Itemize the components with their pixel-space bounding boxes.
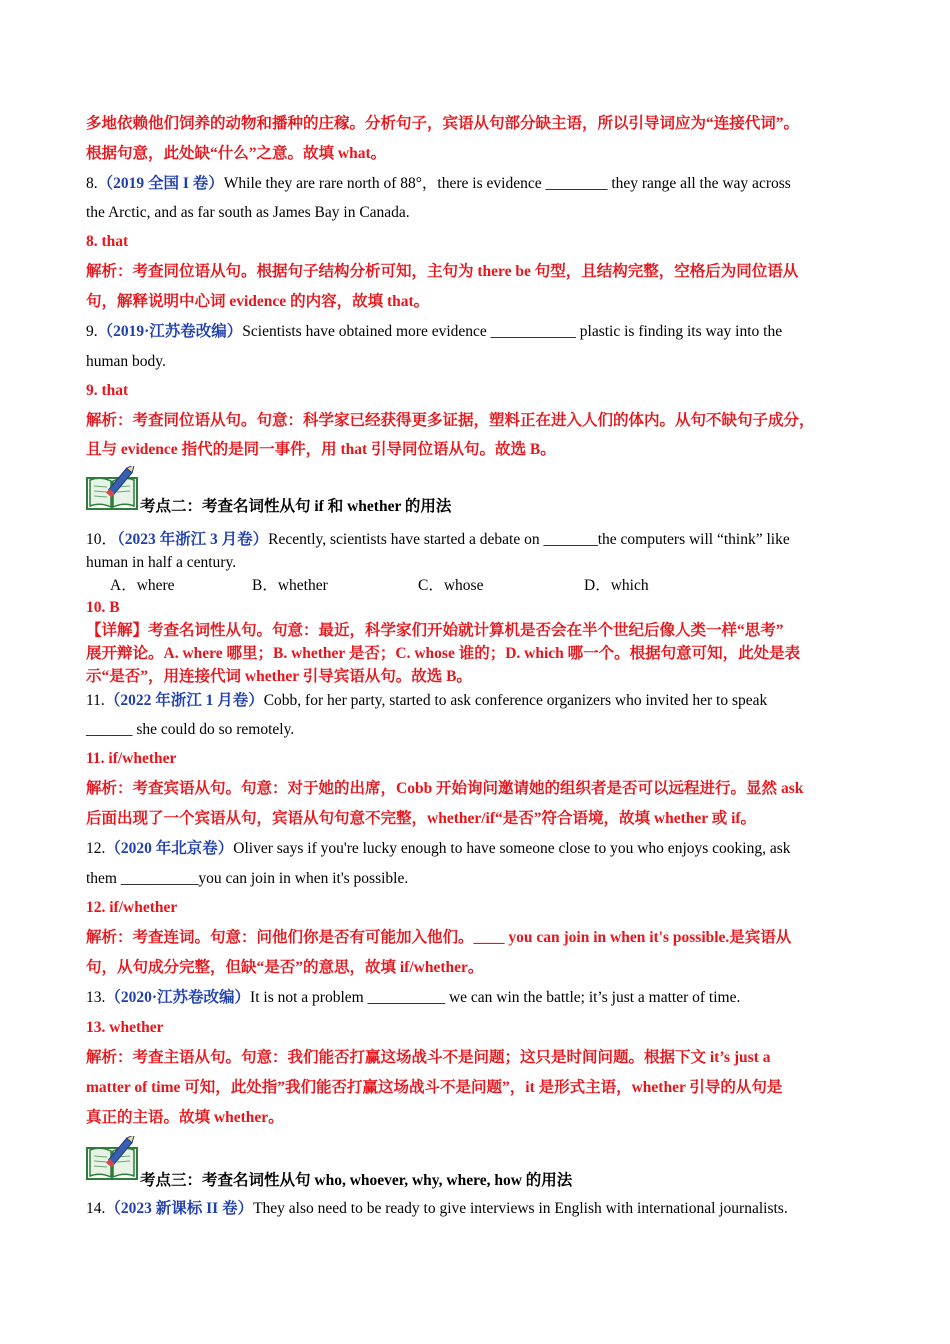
book-pencil-icon — [86, 1136, 138, 1180]
question-text: They also need to be ready to give interviews in English with international journalists. — [253, 1200, 788, 1217]
analysis-line: matter of time 可知，此处指”我们能否打赢这场战斗不是问题”，it 是形式主语，whether 引导的从句是 — [86, 1079, 783, 1096]
question-text: Recently, scientists have started a debate on _______the computers will “think” like — [268, 531, 790, 548]
question-source: （2020 年北京卷） — [105, 840, 234, 857]
analysis-line: 解析：考查同位语从句。句意：科学家已经获得更多证据，塑料正在进入人们的体内。从句不缺句子成分， — [86, 412, 815, 429]
question-source: （2020·江苏卷改编） — [105, 989, 251, 1006]
question-11 — [86, 691, 876, 711]
question-text: While they are rare north of 88°，there is evidence ________ they range all the way across — [223, 175, 791, 192]
question-source: （2023 新课标 II 卷） — [105, 1200, 254, 1217]
analysis-line: 解析：考查主语从句。句意：我们能否打赢这场战斗不是问题；这只是时间问题。根据下文 it’s just a — [86, 1049, 771, 1066]
question-14 — [86, 1199, 876, 1219]
question-number: 10． — [86, 531, 118, 548]
question-text: Cobb, for her party, started to ask conference organizers who invited her to speak — [263, 692, 768, 709]
question-number: 8. — [86, 175, 98, 192]
answer: 12. if/whether — [86, 899, 178, 916]
analysis-line: 解析：考查同位语从句。根据句子结构分析可知，主句为 there be 句型，且结构完整，空格后为同位语从 — [86, 263, 799, 280]
question-text: human in half a century. — [86, 554, 237, 571]
question-number: 12. — [86, 840, 106, 857]
question-13 — [86, 988, 876, 1008]
book-pencil-icon — [86, 466, 138, 510]
question-text: the Arctic, and as far south as James Bay in Canada. — [86, 204, 410, 221]
answer: 13. whether — [86, 1019, 164, 1036]
question-8 — [86, 174, 876, 194]
question-source: （2019 全国 I 卷） — [97, 175, 224, 192]
question-number: 13. — [86, 989, 106, 1006]
answer: 11. if/whether — [86, 750, 177, 767]
detail-line: 【详解】考查名词性从句。句意：最近，科学家们开始就计算机是否会在半个世纪后像人类一样“思考” — [86, 622, 784, 639]
section-header-2 — [86, 466, 876, 516]
option-a: A．where — [110, 577, 175, 594]
question-source: （2019·江苏卷改编） — [97, 323, 243, 340]
question-text: human body. — [86, 353, 166, 370]
question-number: 11. — [86, 692, 105, 709]
section-title: 考点三：考查名词性从句 who, whoever, why, where, how 的用法 — [140, 1172, 573, 1189]
options-row — [86, 576, 876, 596]
section-title: 考点二：考查名词性从句 if 和 whether 的用法 — [140, 498, 452, 515]
question-9 — [86, 322, 876, 342]
question-source: （2022 年浙江 1 月卷） — [104, 692, 264, 709]
question-number: 9. — [86, 323, 98, 340]
analysis-line: 且与 evidence 指代的是同一事件，用 that 引导同位语从句。故选 B。 — [86, 441, 556, 458]
detail-line: 展开辩论。A. where 哪里；B. whether 是否；C. whose 谁的；D. which 哪一个。根据句意可知，此处是表 — [86, 645, 801, 662]
question-number: 14. — [86, 1200, 106, 1217]
question-12 — [86, 839, 876, 859]
analysis-line: 真正的主语。故填 whether。 — [86, 1109, 284, 1126]
question-text: It is not a problem __________ we can win the battle; it’s just a matter of time. — [250, 989, 741, 1006]
analysis-line: 句，解释说明中心词 evidence 的内容，故填 that。 — [86, 293, 430, 310]
answer: 10. B — [86, 599, 120, 616]
analysis-line: 解析：考查宾语从句。句意：对于她的出席，Cobb 开始询问邀请她的组织者是否可以远程进行。显然 ask — [86, 780, 804, 797]
question-text: Oliver says if you're lucky enough to have someone close to you who enjoys cooking, ask — [233, 840, 791, 857]
section-header-3 — [86, 1136, 876, 1189]
option-c: C．whose — [418, 577, 484, 594]
answer: 8. that — [86, 233, 129, 250]
analysis-line: 根据句意，此处缺“什么”之意。故填 what。 — [86, 145, 387, 162]
option-b: B．whether — [252, 577, 328, 594]
answer: 9. that — [86, 382, 129, 399]
question-source: （2023 年浙江 3 月卷） — [117, 531, 269, 548]
detail-line: 示“是否”，用连接代词 whether 引导宾语从句。故选 B。 — [86, 668, 472, 685]
analysis-line: 解析：考查连词。句意：问他们你是否有可能加入他们。____ you can join in when it's possible.是宾语从 — [86, 929, 792, 946]
option-d: D．which — [584, 577, 649, 594]
analysis-line: 多地依赖他们饲养的动物和播种的庄稼。分析句子，宾语从句部分缺主语，所以引导词应为“连接代词”。 — [86, 115, 800, 132]
question-10 — [86, 530, 876, 550]
question-text: them __________you can join in when it's possible. — [86, 870, 409, 887]
question-text: Scientists have obtained more evidence ___________ plastic is finding its way into the — [242, 323, 783, 340]
analysis-line: 句，从句成分完整，但缺“是否”的意思，故填 if/whether。 — [86, 959, 484, 976]
question-text: ______ she could do so remotely. — [86, 721, 295, 738]
analysis-line: 后面出现了一个宾语从句，宾语从句句意不完整，whether/if“是否”符合语境，故填 whether 或 if。 — [86, 810, 757, 827]
